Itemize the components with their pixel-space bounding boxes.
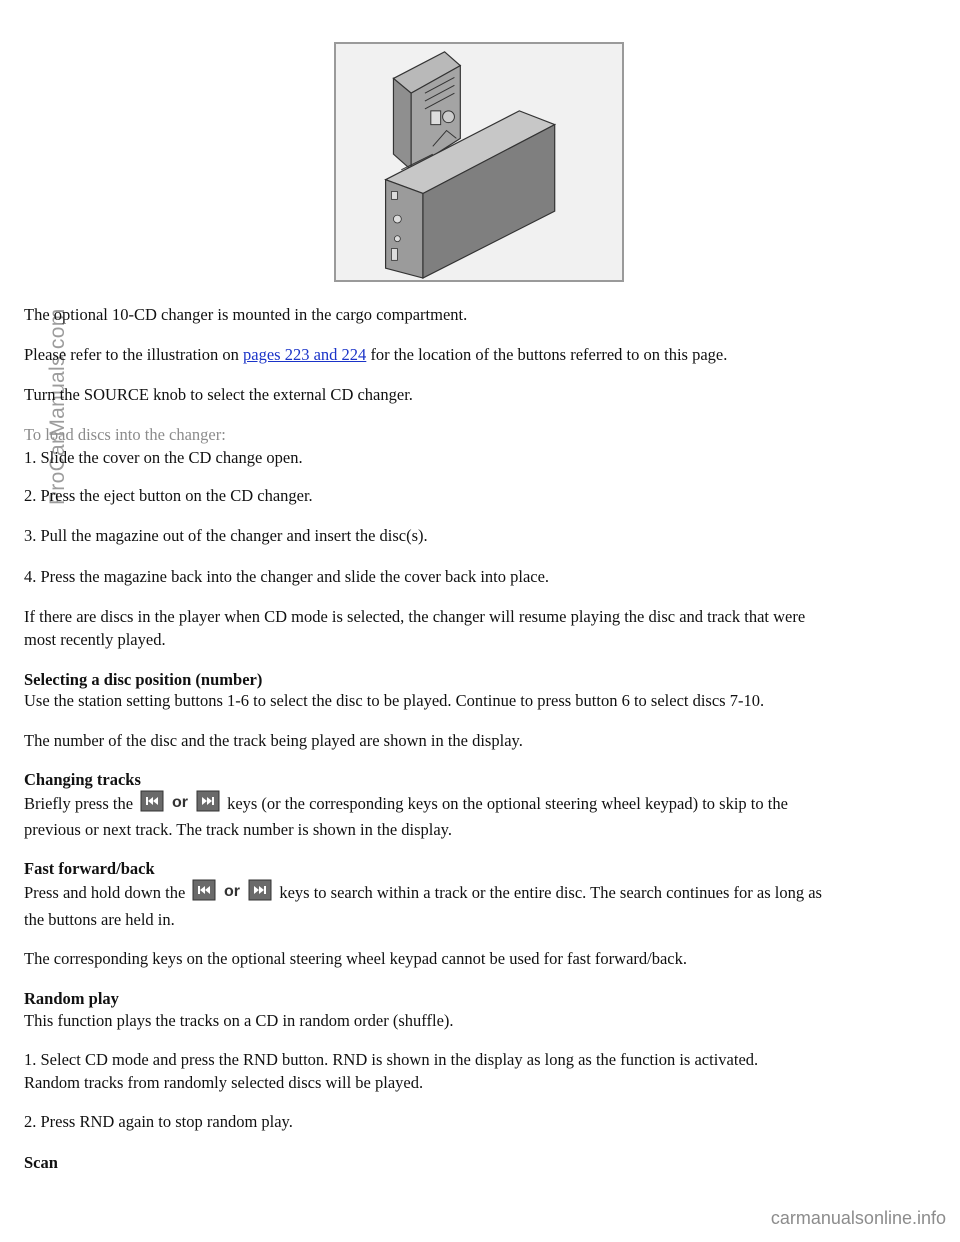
prev-next-keys-icon xyxy=(191,878,273,902)
random-step-1-line-2: Random tracks from randomly selected discs will be played. xyxy=(24,1073,424,1092)
random-text: This function plays the tracks on a CD in random order (shuffle). xyxy=(24,1011,454,1030)
ff-text-after: keys to search within a track or the entire disc. The search continues for as long as xyxy=(279,883,822,902)
footer-watermark: carmanualsonline.info xyxy=(770,1208,946,1228)
side-watermark: ProCarManuals.com xyxy=(46,308,69,505)
paragraph-refer xyxy=(24,343,727,366)
ff-heading: Fast forward/back xyxy=(24,859,155,878)
keys-or-label: or xyxy=(172,794,189,811)
resume-line-1: If there are discs in the player when CD mode is selected, the changer will resume playing the disc and track that were xyxy=(24,607,806,626)
ff-line-2: the buttons are held in. xyxy=(24,910,175,929)
load-step-3: 3. Pull the magazine out of the changer and insert the disc(s). xyxy=(24,526,428,545)
disc-display-text: The number of the disc and the track being played are shown in the display. xyxy=(24,731,523,750)
load-step-4: 4. Press the magazine back into the changer and slide the cover back into place. xyxy=(24,567,550,586)
random-heading: Random play xyxy=(24,989,119,1008)
prev-next-keys-icon xyxy=(139,789,221,813)
pages-link[interactable]: pages 223 and 224 xyxy=(243,345,367,364)
cd-changer-illustration xyxy=(334,42,624,282)
tracks-line-2: previous or next track. The track number is shown in the display. xyxy=(24,820,452,839)
tracks-text-after: keys (or the corresponding keys on the optional steering wheel keypad) to skip to the xyxy=(227,794,788,813)
load-heading: To load discs into the changer: xyxy=(24,425,226,444)
tracks-line-1 xyxy=(24,789,788,815)
scan-heading: Scan xyxy=(24,1153,58,1172)
load-step-2: 2. Press the eject button on the CD changer. xyxy=(24,486,313,505)
keys-or-label: or xyxy=(224,883,241,900)
resume-line-2: most recently played. xyxy=(24,630,166,649)
ff-text-before: Press and hold down the xyxy=(24,883,186,902)
load-step-1: 1. Slide the cover on the CD change open. xyxy=(24,448,303,467)
tracks-text-before: Briefly press the xyxy=(24,794,134,813)
cd-changer-drawing-icon xyxy=(336,44,622,280)
refer-text-after: for the location of the buttons referred to on this page. xyxy=(366,345,728,364)
paragraph-source: Turn the SOURCE knob to select the external CD changer. xyxy=(24,385,413,404)
random-step-1-line-1: 1. Select CD mode and press the RND button. RND is shown in the display as long as the function is activated. xyxy=(24,1050,759,1069)
disc-text: Use the station setting buttons 1-6 to select the disc to be played. Continue to press button 6 to select discs 7-10. xyxy=(24,691,765,710)
ff-note: The corresponding keys on the optional steering wheel keypad cannot be used for fast forward/back. xyxy=(24,949,687,968)
paragraph-intro: The optional 10-CD changer is mounted in the cargo compartment. xyxy=(24,305,468,324)
refer-text-before: Please refer to the illustration on xyxy=(24,345,244,364)
disc-heading: Selecting a disc position (number) xyxy=(24,670,263,689)
ff-line-1 xyxy=(24,878,822,904)
random-step-2: 2. Press RND again to stop random play. xyxy=(24,1112,293,1131)
tracks-heading: Changing tracks xyxy=(24,770,141,789)
